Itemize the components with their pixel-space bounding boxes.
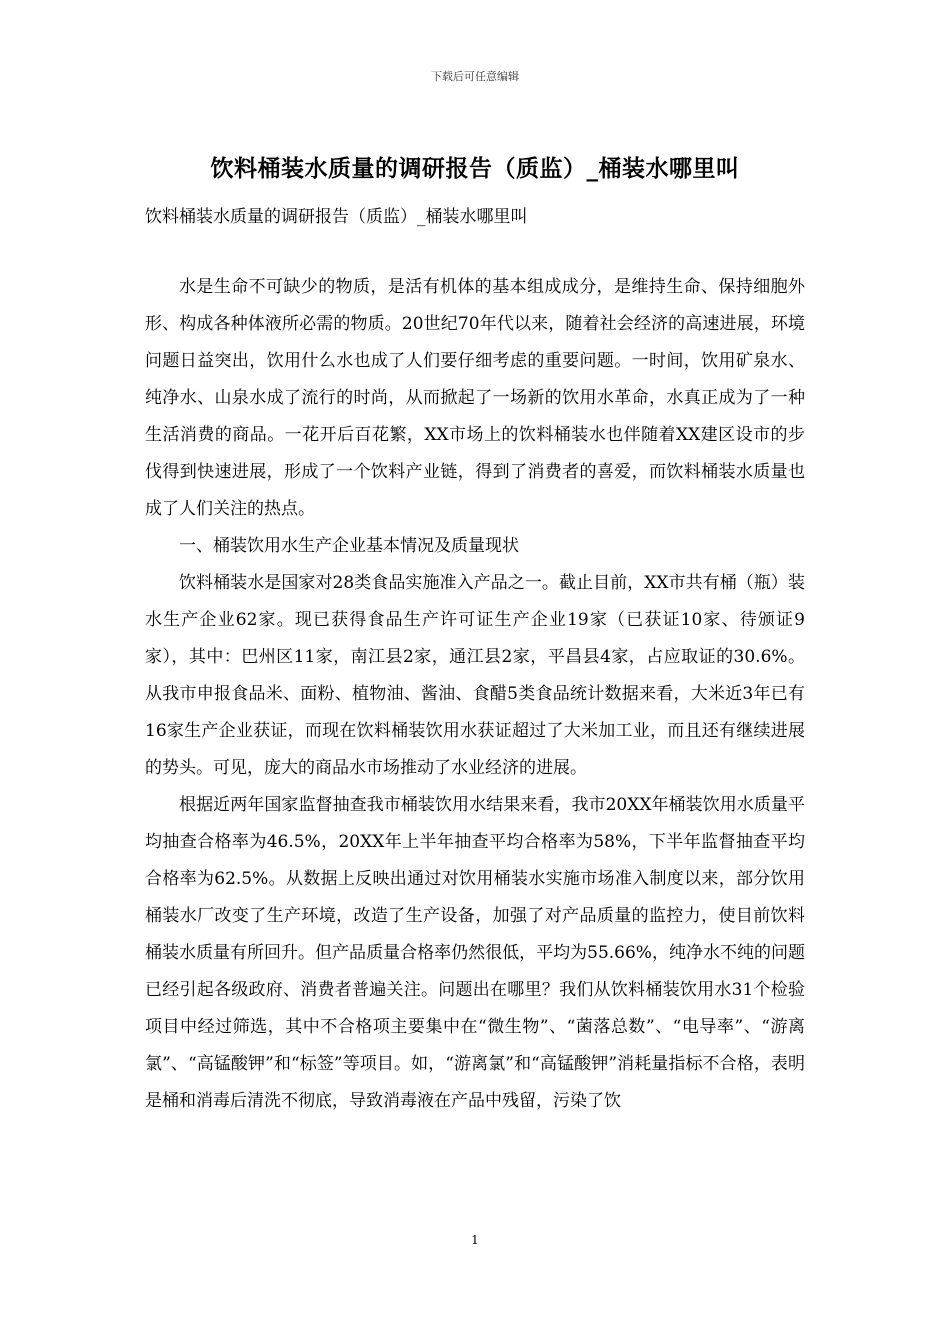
document-body: [145, 269, 805, 1120]
paragraph: 饮料桶装水是国家对28类食品实施准入产品之一。截止目前，XX市共有桶（瓶）装水生产企业62家。现已获得食品生产许可证生产企业19家（已获证10家、待颁证9家），其中：巴州区11家，南江县2家，通江县2家，平昌县4家，占应取证的30.6%。从我市申报食品米、面粉、植物油、酱油、食醋5类食品统计数据来看，大米近3年已有16家生产企业获证，而现在饮料桶装饮用水获证超过了大米加工业，而且还有继续进展的势头。可见，庞大的商品水市场推动了水业经济的进展。: [145, 573, 805, 778]
paragraph: 根据近两年国家监督抽查我市桶装饮用水结果来看，我市20XX年桶装饮用水质量平均抽查合格率为46.5%，20XX年上半年抽查平均合格率为58%，下半年监督抽查平均合格率为62.5%。从数据上反映出通过对饮用桶装水实施市场准入制度以来，部分饮用桶装水厂改变了生产环境，改造了生产设备，加强了对产品质量的监控力，使目前饮料桶装水质量有所回升。但产品质量合格率仍然很低，平均为55.66%，纯净水不纯的问题已经引起各级政府、消费者普遍关注。问题出在哪里？我们从饮料桶装饮用水31个检验项目中经过筛选，其中不合格项主要集中在“微生物”、“菌落总数”、“电导率”、“游离氯”、“高锰酸钾”和“标签”等项目。如，“游离氯”和“高锰酸钾”消耗量指标不合格，表明是桶和消毒后清洗不彻底，导致消毒液在产品中残留，污染了饮: [145, 795, 805, 1111]
paragraph: 水是生命不可缺少的物质，是活有机体的基本组成成分，是维持生命、保持细胞外形、构成各种体液所必需的物质。20世纪70年代以来，随着社会经济的高速进展，环境问题日益突出，饮用什么水也成了人们要仔细考虑的重要问题。一时间，饮用矿泉水、纯净水、山泉水成了流行的时尚，从而掀起了一场新的饮用水革命，水真正成为了一种生活消费的商品。一花开后百花繁，XX市场上的饮料桶装水也伴随着XX建区设市的步伐得到快速进展，形成了一个饮料产业链，得到了消费者的喜爱，而饮料桶装水质量也成了人们关注的热点。: [145, 277, 805, 519]
page-header-note: 下载后可任意编辑: [431, 70, 519, 83]
page-number: 1: [471, 1233, 479, 1247]
document-title: 饮料桶装水质量的调研报告（质监）_桶装水哪里叫: [210, 155, 740, 182]
document-subtitle: 饮料桶装水质量的调研报告（质监）_桶装水哪里叫: [145, 207, 528, 227]
section-heading: 一、桶装饮用水生产企业基本情况及质量现状: [179, 536, 519, 556]
